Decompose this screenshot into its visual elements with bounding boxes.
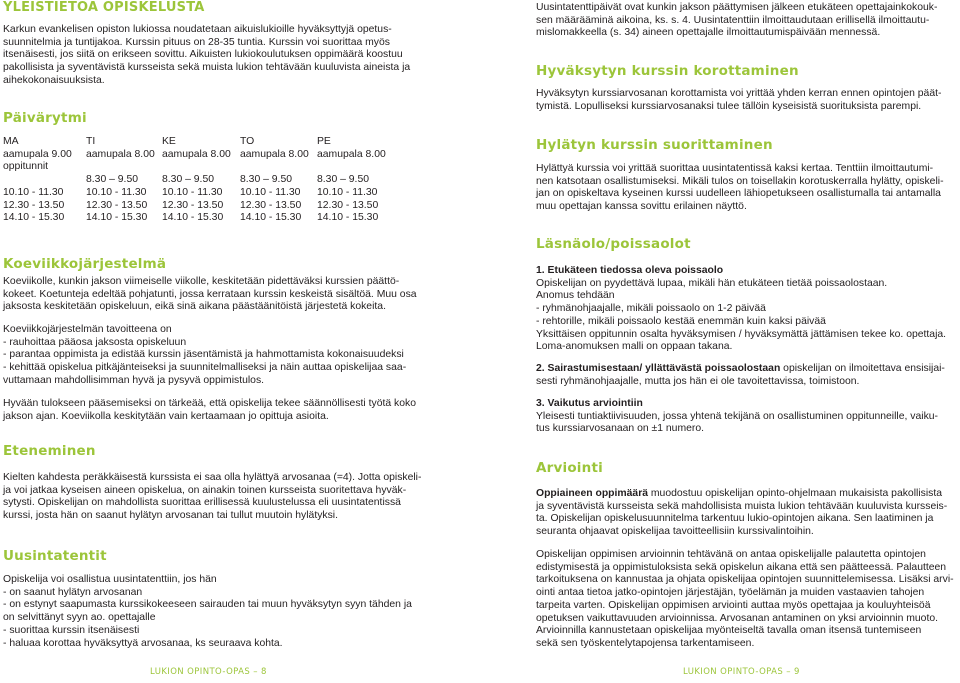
attendance-item-1 (536, 265, 960, 354)
schedule-cell: TO (240, 136, 255, 147)
schedule-cell: 12.30 - 13.50 (240, 199, 302, 211)
schedule-cell (317, 161, 397, 174)
attendance-item-1-title: 1. Etukäteen tiedossa oleva poissaolo (536, 265, 724, 276)
text-line: ta. Opiskelijan opiskelusuunnitelma tarkentuu lukio-opintojen aikana. Sen laatiminen ja (536, 513, 934, 525)
schedule-table (3, 136, 397, 225)
schedule-row (3, 200, 397, 213)
schedule-cell: KE (162, 136, 176, 147)
schedule-cell: 14.10 - 15.30 (86, 212, 148, 224)
exam-paragraph-3 (3, 398, 447, 423)
schedule-cell: 8.30 – 9.50 (86, 174, 138, 186)
text-line: on selvittänyt syyn ao. opettajalle (3, 612, 156, 624)
progress-heading: Eteneminen (3, 443, 96, 459)
text-line: Karkun evankelisen opiston lukiossa noudatetaan aikuislukioille hyväksyttyjä opetus- (3, 24, 392, 35)
schedule-cell: 12.30 - 13.50 (317, 199, 379, 211)
text-line: Opiskelija voi osallistua uusintatenttiin, jos hän (3, 574, 217, 585)
text-line: - parantaa oppimista ja edistää kurssin jäsentämistä ja hahmottamista kokonaisuudeksi (3, 349, 404, 361)
schedule-cell: 12.30 - 13.50 (162, 199, 224, 211)
schedule-cell: MA (3, 136, 19, 147)
retake-paragraph (3, 574, 447, 650)
schedule-row (3, 149, 397, 162)
text-line: Hylättyä kurssia voi yrittää suorittaa uusintatentissä kaksi kertaa. Tenttiin ilmoittautumi- (536, 163, 934, 174)
grading-first-line-rest: muodostuu opiskelijan opinto-ohjelmaan mukaisista pakollisista (648, 488, 942, 499)
text-line: vuttamaan mahdollisimman hyvä ja pysyvä oppimistulos. (3, 374, 265, 386)
text-line: Koeviikkojärjestelmän tavoitteena on (3, 324, 172, 335)
text-line: Hyväksytyn kurssiarvosanan korottamista voi yrittää yhden kerran ennen opintojen päät- (536, 88, 942, 99)
intro-paragraph (3, 24, 447, 88)
schedule-cell: 10.10 - 11.30 (3, 186, 64, 198)
text-line: Opiskelijan oppimisen arvioinnin tehtävänä on antaa opiskelijalle palautetta opintojen (536, 549, 926, 560)
section-title-general-info: YLEISTIETOA OPISKELUSTA (3, 0, 205, 15)
text-line: - on estynyt saapumasta kurssikokeeseen sairauden tai muun hyväksytyn syyn tähden ja (3, 599, 412, 611)
schedule-cell: 8.30 – 9.50 (317, 174, 369, 186)
text-line: Yksittäisen oppitunnin osalta hyväksymisen / hyväksymättä jättämisen tekee ko. opettaja. (536, 328, 947, 340)
failed-course-heading: Hylätyn kurssin suorittaminen (536, 137, 773, 153)
schedule-cell: oppitunnit (3, 161, 49, 173)
text-line: Arvioinnilla kannustetaan opiskelijaa myönteiseltä tavalla oman itsensä tuntemiseen (536, 625, 922, 637)
schedule-cell: 14.10 - 15.30 (3, 212, 65, 224)
text-line: Uusintatenttipäivät ovat kunkin jakson päättymisen jälkeen etukäteen opettajainkokouk- (536, 2, 938, 13)
text-line: kokeet. Koetunteja edeltää pohjatunti, jossa kerrataan kurssin keskeistä sisältöä. Muu osa (3, 288, 417, 300)
text-line: suunnitelmia ja tuntijakoa. Kurssin pituus on 28-35 tuntia. Kurssin voi suorittaa myös (3, 36, 390, 48)
schedule-cell: aamupala 8.00 (317, 148, 386, 160)
schedule-cell: 12.30 - 13.50 (3, 199, 65, 211)
schedule-header-row (3, 136, 397, 149)
schedule-cell: 14.10 - 15.30 (162, 212, 224, 224)
text-line: tus kurssiarvosanaan on ±1 numero. (536, 423, 705, 435)
raise-grade-paragraph (536, 88, 960, 113)
text-line: tarpeita varten. Opiskelijan oppimisen arviointi auttaa myös opettajaa ja kouluyhteisöä (536, 599, 931, 611)
text-line: seuranta ohjaavat opiskelijaa tavoitteellisiin kurssivalintoihin. (536, 526, 814, 538)
schedule-cell: aamupala 8.00 (162, 148, 231, 160)
text-line: - rauhoittaa pääosa jaksosta opiskeluun (3, 336, 187, 348)
text-line: edistymisestä ja oppimistuloksista sekä opiskelun aikana että sen päätteessä. Palautteen (536, 561, 947, 573)
schedule-cell (3, 174, 86, 187)
text-line: jan on opiskeltava kyseinen kurssi uudelleen lähiopetukseen osallistumalla tai antamalla (536, 188, 941, 200)
schedule-row (3, 212, 397, 225)
schedule-cell: 14.10 - 15.30 (240, 212, 302, 224)
text-line: ointi antaa tietoa jatko-opintojen järjestäjän, työelämän ja muiden vastaavien tahojen (536, 587, 925, 599)
schedule-cell: 12.30 - 13.50 (86, 199, 148, 211)
text-line: pakollisista ja syventävistä kursseista sekä muista lukion tehtävään kuuluvista aineista ja (3, 62, 411, 74)
text-line: muu opettajan kanssa sovittu erilainen näyttö. (536, 201, 747, 213)
text-line: itsenäisesti, jos siitä on erikseen sovittu. Aikuisten lukiokoulutuksen oppimäärä koostuu (3, 49, 403, 61)
schedule-cell: aamupala 8.00 (240, 148, 309, 160)
text-line: - haluaa korottaa hyväksyttyä arvosanaa, ks seuraava kohta. (3, 637, 283, 649)
schedule-cell (162, 161, 240, 174)
schedule-cell: 8.30 – 9.50 (240, 174, 292, 186)
text-line: Kielten kahdesta peräkkäisestä kurssista ei saa olla hylättyä arvosanaa (=4). Jotta opiskeli- (3, 472, 422, 483)
text-line: sekä sen työskentelytapojensa tarkentamiseen. (536, 637, 755, 649)
schedule-cell: aamupala 9.00 (3, 148, 72, 160)
text-line: jaksosta keskitetään opiskeluun, eikä sinä aikana päästäänitöistä järjestetä kokeita. (3, 301, 386, 313)
text-line: mislomakkeella (s. 34) aineen opettajalle ilmoittautumispäivään mennessä. (536, 27, 881, 39)
text-line: ja syventävistä kursseista sekä mahdollisista muista lukion tehtävään kuuluvista kursseis- (536, 500, 948, 512)
schedule-cell: 14.10 - 15.30 (317, 212, 379, 224)
text-line: Anomus tehdään (536, 290, 615, 302)
exam-paragraph-2 (3, 324, 447, 388)
schedule-cell: TI (86, 136, 96, 147)
raise-grade-heading: Hyväksytyn kurssin korottaminen (536, 63, 799, 79)
text-line: Yleisesti tuntiaktiivisuuden, jossa yhtenä tekijänä on osallistuminen oppitunneille, vaiku- (536, 410, 939, 422)
grading-paragraph-1 (536, 488, 960, 539)
text-line: aihekokonaisuuksista. (3, 74, 105, 86)
attendance-item-1-body (536, 278, 960, 354)
grading-heading: Arviointi (536, 460, 603, 476)
schedule-cell (240, 161, 317, 174)
schedule-cell (86, 161, 162, 174)
text-line: sytysti. Opiskelijan on mahdollista suorittaa erillisessä kuulustelussa eli uusintatentissä (3, 497, 401, 509)
grading-bold-term: Oppiaineen oppimäärä (536, 488, 649, 499)
exam-system-heading: Koeviikkojärjestelmä (3, 256, 167, 272)
text-line: nen katsotaan osallistumiseksi. Mikäli tulos on toisellakin korotuskerralla hylätty, opiskeli- (536, 175, 944, 187)
exam-paragraph-1 (3, 276, 447, 314)
footer-right-page-number: LUKION OPINTO-OPAS – 9 (683, 667, 800, 677)
text-line: Opiskelijan on pyydettävä lupaa, mikäli hän etukäteen tietää poissaolostaan. (536, 277, 888, 289)
text-line: sen määrääminä aikoina, ks. s. 4. Uusintatenttiin ilmoittaudutaan erillisellä ilmoittautu- (536, 14, 930, 26)
text-line: - kehittää opiskelua pitkäjänteiseksi ja suunnitelmalliseksi ja näin auttaa opiskelijaa saa- (3, 362, 407, 374)
schedule-heading: Päivärytmi (3, 110, 87, 126)
schedule-cell: 10.10 - 11.30 (240, 186, 301, 198)
text-line: tarkoituksena on kannustaa ja ohjata opiskelijaa opintojen suunnittelemisessa. Lisäksi arvi- (536, 574, 954, 586)
text-line: - ryhmänohjaajalle, mikäli poissaolo on 1-2 päivää (536, 303, 766, 315)
text-line: opetuksen vaikuttavuuden arvioinnissa. Arvosanan antaminen on yksi arvioinnin muoto. (536, 612, 939, 624)
attendance-item-2-body (536, 376, 960, 389)
attendance-heading: Läsnäolo/poissaolot (536, 236, 691, 252)
schedule-row (3, 187, 397, 200)
schedule-cell: 10.10 - 11.30 (162, 186, 223, 198)
grading-paragraph-2 (536, 549, 960, 651)
attendance-item-2 (536, 363, 960, 388)
text-line: ja voi jatkaa kyseisen aineen opiskelua, on ainakin toinen kursseista suoritettava hyväk- (3, 484, 407, 496)
progress-paragraph (3, 472, 447, 523)
text-line: sesti ryhmänohjaajalle, mutta jos hän ei ole tavoitettavissa, toimistoon. (536, 375, 860, 387)
retake-heading: Uusintatentit (3, 548, 107, 564)
attendance-item-2-title: 2. Sairastumisestaan/ yllättävästä poissaolostaan (536, 363, 781, 374)
text-line: kurssi, josta hän on saanut hylätyn arvosanan tai tullut muutoin hylätyksi. (3, 510, 338, 522)
text-line: tymistä. Lopulliseksi kurssiarvosanaksi tulee tällöin kyseisistä suorituksista parempi. (536, 100, 922, 112)
schedule-row (3, 174, 397, 187)
failed-course-paragraph (536, 163, 960, 214)
schedule-cell: 10.10 - 11.30 (86, 186, 147, 198)
retake-dates-paragraph (536, 2, 960, 40)
schedule-cell: 10.10 - 11.30 (317, 186, 378, 198)
attendance-item-2-rest: opiskelijan on ilmoitettava ensisijai- (780, 363, 945, 374)
attendance-item-3 (536, 398, 960, 436)
text-line: jakson ajan. Koeviikolla keskitytään vain kertaamaan jo opittuja asioita. (3, 410, 329, 422)
text-line: Hyvään tulokseen pääsemiseksi on tärkeää, että opiskelija tekee säännöllisesti työtä koko (3, 398, 416, 409)
schedule-cell: aamupala 8.00 (86, 148, 155, 160)
text-line: Loma-anomuksen malli on oppaan takana. (536, 341, 733, 353)
schedule-cell: PE (317, 136, 331, 147)
text-line: - rehtorille, mikäli poissaolo kestää enemmän kuin kaksi päivää (536, 315, 826, 327)
schedule-row (3, 161, 397, 174)
text-line: - on saanut hylätyn arvosanan (3, 586, 143, 598)
text-line: Koeviikolle, kunkin jakson viimeiselle viikolle, keskitetään pidettäväksi kurssien päättö- (3, 276, 400, 287)
schedule-cell: 8.30 – 9.50 (162, 174, 214, 186)
text-line: - suorittaa kurssin itsenäisesti (3, 624, 140, 636)
attendance-item-3-body (536, 411, 960, 436)
footer-left-page-number: LUKION OPINTO-OPAS – 8 (150, 667, 267, 677)
attendance-item-3-title: 3. Vaikutus arviointiin (536, 398, 643, 409)
grading-paragraph-1-body (536, 501, 960, 539)
